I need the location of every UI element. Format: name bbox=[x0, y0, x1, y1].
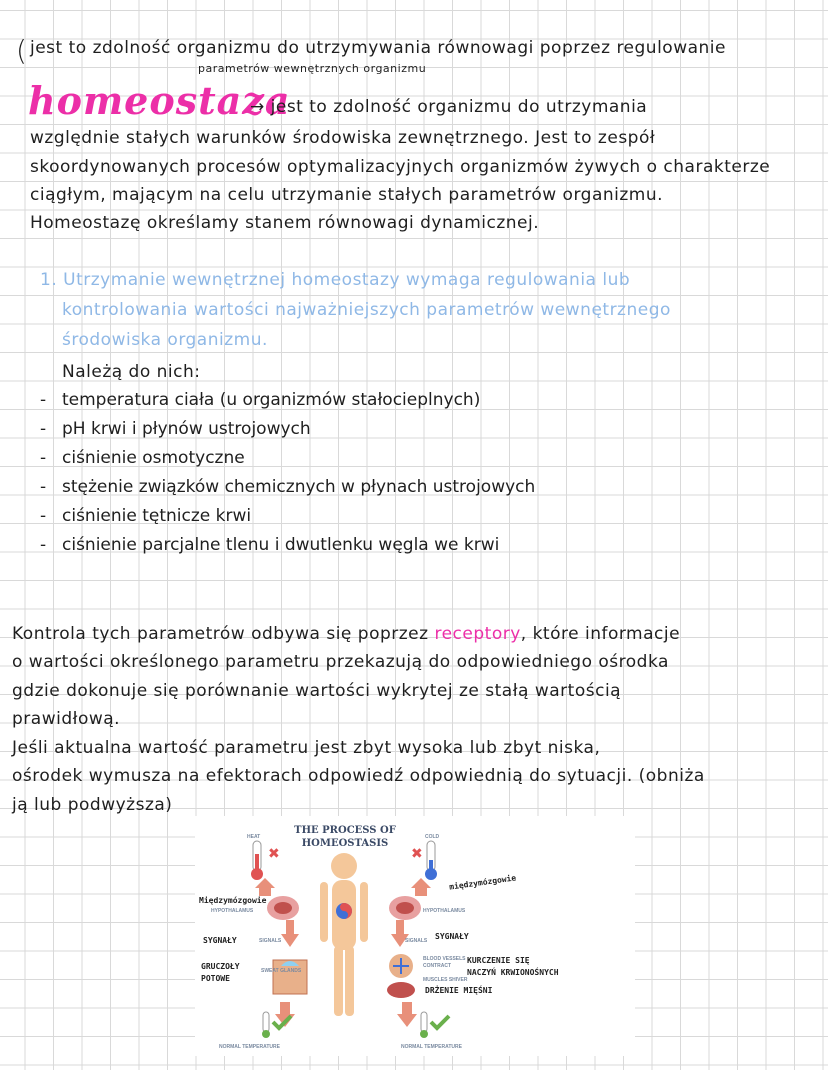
right-brain-note: międzymózgowie bbox=[448, 873, 517, 892]
homeostasis-infographic bbox=[195, 816, 635, 1056]
blood-vessels-label-2: CONTRACT bbox=[423, 963, 452, 969]
control-line-4: prawidłową. bbox=[12, 709, 121, 729]
definition-line-3: skoordynowanych procesów optymalizacyjnych organizmów żywych o charakterze bbox=[30, 157, 771, 177]
glands-note-2: POTOWE bbox=[201, 974, 230, 983]
signals-left: SIGNALS bbox=[259, 938, 282, 944]
control-line-3: gdzie dokonuje się porównanie wartości wykrytej ze stałą wartością bbox=[12, 681, 622, 701]
left-brain-icon bbox=[267, 896, 299, 920]
definition-intro-line2: parametrów wewnętrznych organizmu bbox=[198, 62, 427, 75]
left-brain-note: Międzymózgowie bbox=[199, 896, 267, 905]
page-title: homeostaza bbox=[28, 78, 291, 123]
svg-text:✖: ✖ bbox=[411, 846, 423, 862]
contraction-note-1: KURCZENIE SIĘ bbox=[467, 956, 530, 965]
definition-line-2: względnie stałych warunków środowiska zewnętrznego. Jest to zespół bbox=[30, 128, 656, 148]
bracket-mark: ( bbox=[16, 34, 27, 67]
list-item: - ciśnienie tętnicze krwi bbox=[40, 506, 252, 526]
list-item: - ciśnienie parcjalne tlenu i dwutlenku węgla we krwi bbox=[40, 535, 500, 555]
hypothalamus-left: HYPOTHALAMUS bbox=[211, 908, 254, 914]
list-item: - temperatura ciała (u organizmów stałocieplnych) bbox=[40, 390, 481, 410]
list-item: - ciśnienie osmotyczne bbox=[40, 448, 245, 468]
point1-line-1: 1. Utrzymanie wewnętrznej homeostazy wymaga regulowania lub bbox=[40, 270, 631, 290]
hypothalamus-right: HYPOTHALAMUS bbox=[423, 908, 466, 914]
muscles-shiver-label: MUSCLES SHIVER bbox=[423, 977, 468, 983]
response-line-2: ośrodek wymusza na efektorach odpowiedź odpowiednią do sytuacji. (obniża bbox=[12, 766, 705, 786]
point1-line-2: kontrolowania wartości najważniejszych parametrów wewnętrznego bbox=[62, 300, 671, 320]
control-line-1: Kontrola tych parametrów odbywa się poprzez receptory, które informacje bbox=[12, 624, 681, 644]
signals-note-right: SYGNAŁY bbox=[435, 932, 469, 941]
definition-intro-line1: jest to zdolność organizmu do utrzymywania równowagi poprzez regulowanie bbox=[30, 38, 726, 58]
sweat-glands-label: SWEAT GLANDS bbox=[261, 968, 302, 974]
list-item: - pH krwi i płynów ustrojowych bbox=[40, 419, 311, 439]
definition-line-1: → jest to zdolność organizmu do utrzymania bbox=[250, 97, 648, 117]
signals-right: SIGNALS bbox=[405, 938, 428, 944]
sweat-glands-icon bbox=[273, 960, 307, 994]
list-intro: Należą do nich: bbox=[62, 362, 201, 382]
response-line-3: ją lub podwyższa) bbox=[12, 795, 173, 815]
contraction-note-2: NACZYŃ KRWIONOŚNYCH bbox=[467, 968, 559, 977]
infographic-drawing bbox=[195, 816, 635, 1056]
cold-label: COLD bbox=[425, 834, 440, 840]
response-line-1: Jeśli aktualna wartość parametru jest zbyt wysoka lub zbyt niska, bbox=[12, 738, 601, 758]
glands-note-1: GRUCZOŁY bbox=[201, 962, 240, 971]
definition-line-4: ciągłym, mającym na celu utrzymanie stałych parametrów organizmu. bbox=[30, 185, 664, 205]
blood-vessels-label-1: BLOOD VESSELS bbox=[423, 956, 466, 962]
signals-note-left: SYGNAŁY bbox=[203, 936, 237, 945]
point1-line-3: środowiska organizmu. bbox=[62, 330, 268, 350]
control-line-2: o wartości określonego parametru przekazują do odpowiedniego ośrodka bbox=[12, 652, 669, 672]
shiver-note: DRŻENIE MIĘŚNI bbox=[425, 986, 493, 995]
heat-label: HEAT bbox=[247, 834, 261, 840]
normal-temp-right: NORMAL TEMPERATURE bbox=[401, 1044, 462, 1050]
normal-temp-left: NORMAL TEMPERATURE bbox=[219, 1044, 280, 1050]
receptors-highlight: receptory bbox=[434, 624, 521, 644]
right-brain-icon bbox=[389, 896, 421, 920]
definition-line-5: Homeostazę określamy stanem równowagi dynamicznej. bbox=[30, 213, 540, 233]
infographic-title: THE PROCESS OF HOMEOSTASIS bbox=[294, 825, 396, 849]
list-item: - stężenie związków chemicznych w płynach ustrojowych bbox=[40, 477, 536, 497]
svg-text:✖: ✖ bbox=[268, 846, 280, 862]
